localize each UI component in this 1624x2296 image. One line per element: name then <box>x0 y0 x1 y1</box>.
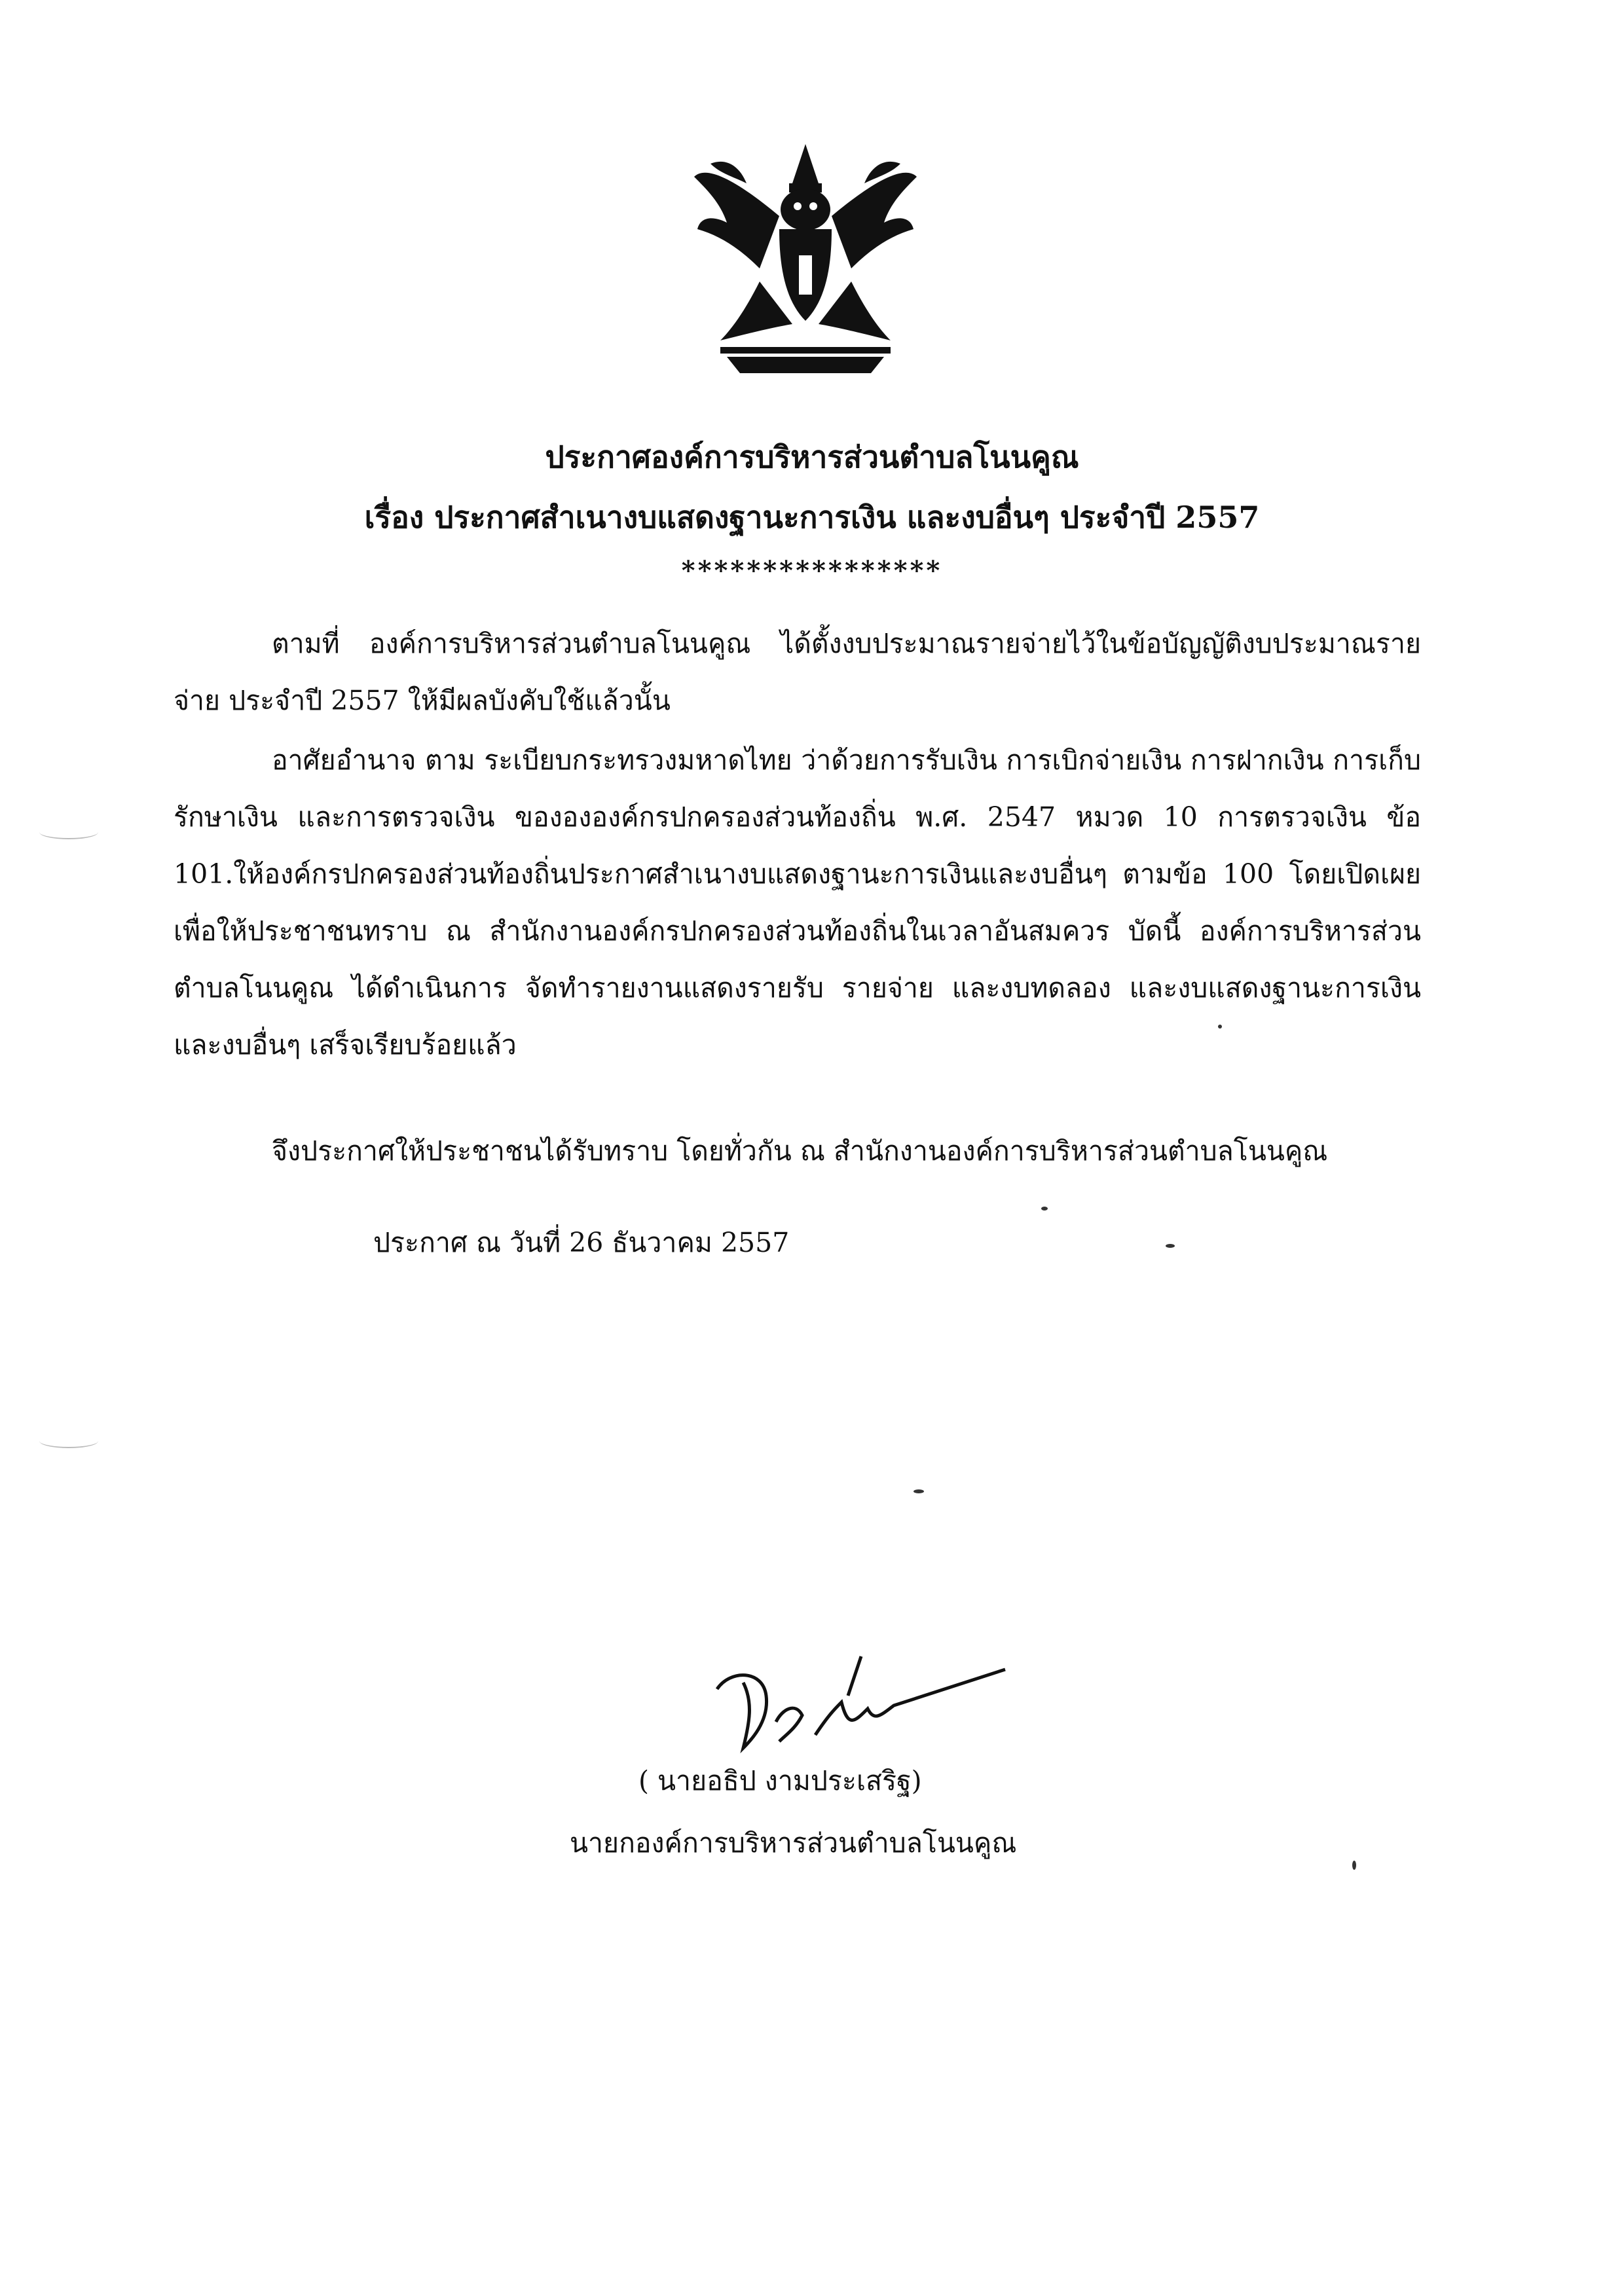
announcement-org-heading: ประกาศองค์การบริหารส่วนตำบลโนนคูณ <box>545 439 1079 475</box>
body-paragraph-3: จึงประกาศให้ประชาชนได้รับทราบ โดยทั่วกัน ณ สำนักงานองค์การบริหารส่วนตำบลโนนคูณ <box>272 1135 1328 1167</box>
handwritten-signature <box>704 1643 1012 1768</box>
scan-artifact <box>1166 1244 1175 1248</box>
announcement-subject-heading: เรื่อง ประกาศสำเนางบแสดงฐานะการเงิน และงบอื่นๆ ประจำปี 2557 <box>364 500 1260 535</box>
garuda-emblem-icon <box>681 137 930 386</box>
scan-artifact <box>913 1489 924 1493</box>
scan-artifact <box>39 1434 98 1448</box>
signatory-title: นายกองค์การบริหารส่วนตำบลโนนคูณ <box>570 1827 1017 1859</box>
body-paragraph-1: ตามที่ องค์การบริหารส่วนตำบลโนนคูณ ได้ตั้งงบประมาณรายจ่ายไว้ในข้อบัญญัติงบประมาณรายจ่าย ประจำปี 2557 ให้มีผลบังคับใช้แล้วนั้น <box>174 628 1421 716</box>
announcement-date: ประกาศ ณ วันที่ 26 ธันวาคม 2557 <box>373 1227 790 1258</box>
scan-artifact <box>39 825 98 839</box>
scan-artifact <box>1218 1025 1222 1029</box>
scan-artifact <box>1041 1207 1048 1211</box>
signatory-name: ( นายอธิป งามประเสริฐ) <box>638 1765 922 1796</box>
scan-artifact <box>1352 1861 1356 1870</box>
body-paragraph-2: อาศัยอำนาจ ตาม ระเบียบกระทรวงมหาดไทย ว่าด้วยการรับเงิน การเบิกจ่ายเงิน การฝากเงิน การเก็บรักษาเงิน และการตรวจเงิน ของององค์กรปกครองส่วนท้องถิ่น พ.ศ. 2547 หมวด 10 การตรวจเงิน ข้อ 101.ให้องค์กรปกครองส่วนท้องถิ่นประกาศสำเนางบแสดงฐานะการเงินและงบอื่นๆ ตามข้อ 100 โดยเปิดเผยเพื่อให้ประชาชนทราบ ณ สำนักงานองค์กรปกครองส่วนท้องถิ่นในเวลาอันสมควร บัดนี้ องค์การบริหารส่วนตำบลโนนคูณ ได้ดำเนินการ จัดทำรายงานแสดงรายรับ รายจ่าย และงบทดลอง และงบแสดงฐานะการเงิน และงบอื่นๆ เสร็จเรียบร้อยแล้ว <box>174 744 1421 1061</box>
heading-separator: **************** <box>681 555 943 586</box>
